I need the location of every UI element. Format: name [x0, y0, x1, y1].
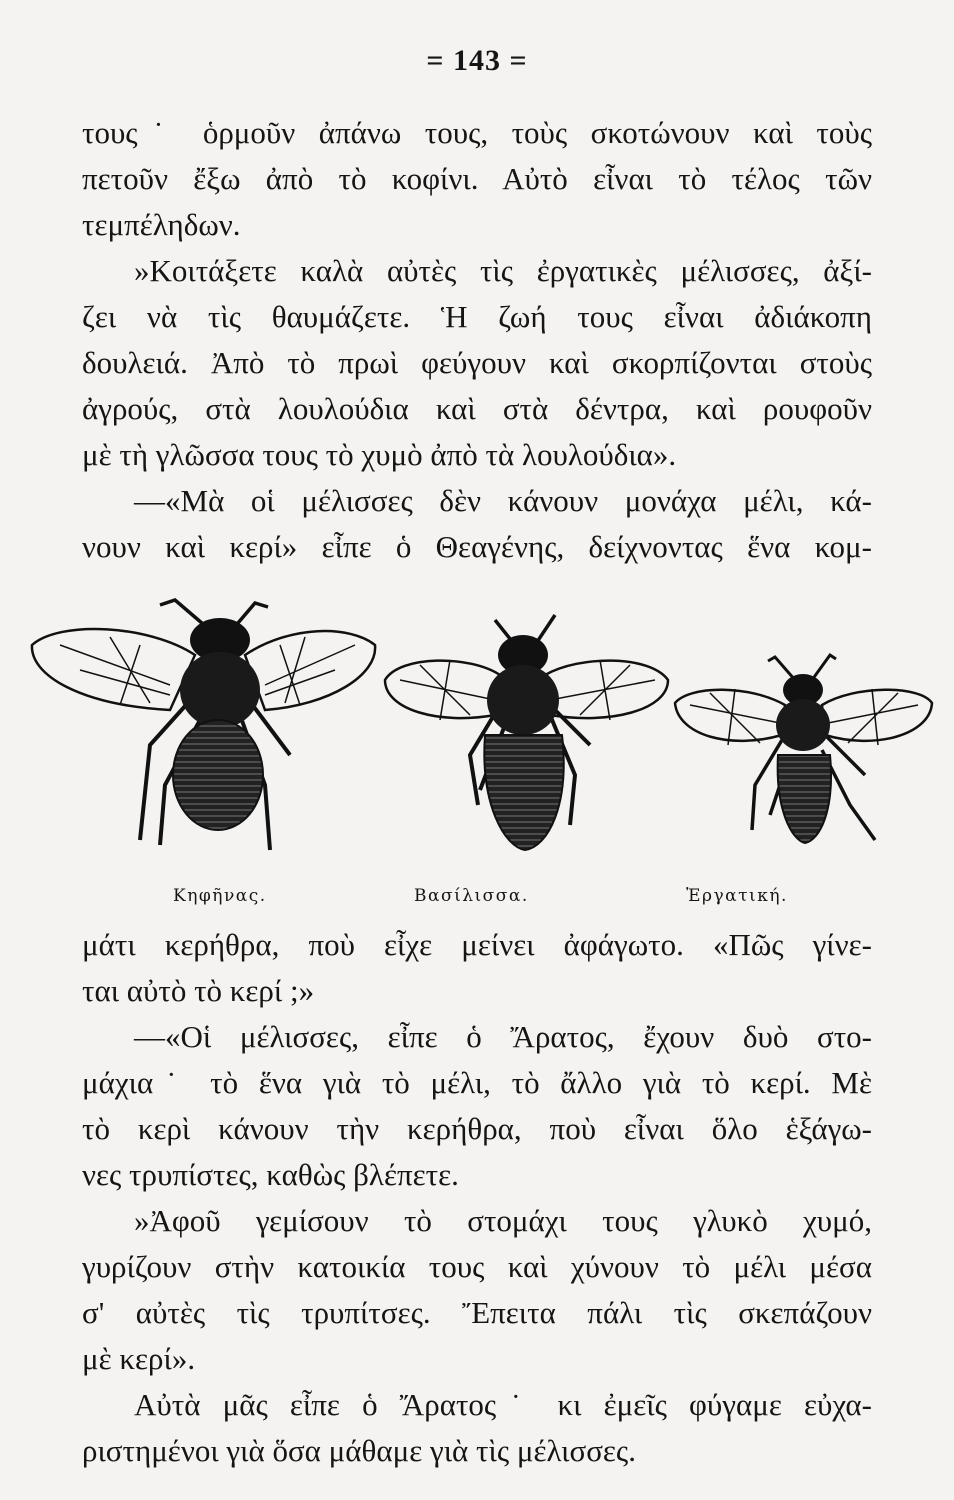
text-line: τεμπέληδων. — [82, 207, 241, 242]
caption-queen: Βασίλισσα. — [414, 886, 529, 906]
text-line: μὲ κερί». — [82, 1341, 196, 1376]
text-line: τὸ κερὶ κάνουν τὴν κερήθρα, ποὺ εἶναι ὅλο ἑξάγω- — [82, 1111, 872, 1146]
text-line: »Ἀφοῦ γεμίσουν τὸ στομάχι τους γλυκὸ χυμό, — [134, 1203, 872, 1238]
top-text-block — [82, 110, 872, 570]
bee-illustration — [0, 585, 954, 905]
text-line: μάχια˙ τὸ ἕνα γιὰ τὸ μέλι, τὸ ἄλλο γιὰ τὸ κερί. Μὲ — [82, 1065, 872, 1100]
text-line: —«Οἱ μέλισσες, εἶπε ὁ Ἄρατος, ἔχουν δυὸ στο- — [134, 1019, 872, 1054]
text-line: νες τρυπίστες, καθὼς βλέπετε. — [82, 1157, 459, 1192]
text-line: ζει νὰ τὶς θαυμάζετε. Ἡ ζωή τους εἶναι ἀδιάκοπη — [82, 299, 872, 334]
text-line: Αὐτὰ μᾶς εἶπε ὁ Ἄρατος˙ κι ἐμεῖς φύγαμε εὐχα- — [134, 1387, 872, 1422]
text-line: ριστημένοι γιὰ ὅσα μάθαμε γιὰ τὶς μέλισσες. — [82, 1433, 636, 1468]
page-number: = 143 = — [426, 44, 528, 77]
caption-worker: Ἐργατική. — [686, 886, 788, 906]
drone-bee-icon — [32, 600, 375, 850]
worker-bee-icon — [675, 655, 932, 843]
text-line: πετοῦν ἔξω ἀπὸ τὸ κοφίνι. Αὐτὸ εἶναι τὸ τέλος τῶν — [82, 161, 872, 196]
text-line: τους˙ ὁρμοῦν ἀπάνω τους, τοὺς σκοτώνουν καὶ τοὺς — [82, 115, 872, 150]
text-line: δουλειά. Ἀπὸ τὸ πρωὶ φεύγουν καὶ σκορπίζονται στοὺς — [82, 345, 872, 380]
bottom-text-block — [82, 922, 872, 1474]
text-line: ται αὐτὸ τὸ κερί ;» — [82, 973, 315, 1008]
text-line: —«Μὰ οἱ μέλισσες δὲν κάνουν μονάχα μέλι, κά- — [134, 483, 872, 518]
text-line: μὲ τὴ γλῶσσα τους τὸ χυμὸ ἀπὸ τὰ λουλούδια». — [82, 437, 677, 472]
text-line: γυρίζουν στὴν κατοικία τους καὶ χύνουν τὸ μέλι μέσα — [82, 1249, 872, 1284]
bees-figure — [0, 585, 954, 885]
queen-bee-icon — [385, 615, 668, 850]
text-line: ἀγρούς, στὰ λουλούδια καὶ στὰ δέντρα, καὶ ρουφοῦν — [82, 391, 872, 426]
text-line: σ' αὐτὲς τὶς τρυπίτσες. Ἔπειτα πάλι τὶς σκεπάζουν — [82, 1295, 872, 1330]
caption-drone: Κηφῆνας. — [173, 886, 267, 906]
text-line: »Κοιτάξετε καλὰ αὐτὲς τὶς ἐργατικὲς μέλισσες, ἀξί- — [134, 253, 872, 288]
text-line: μάτι κερήθρα, ποὺ εἶχε μείνει ἀφάγωτο. «Πῶς γίνε- — [82, 927, 872, 962]
text-line: νουν καὶ κερί» εἶπε ὁ Θεαγένης, δείχνοντας ἕνα κομ- — [82, 529, 872, 564]
